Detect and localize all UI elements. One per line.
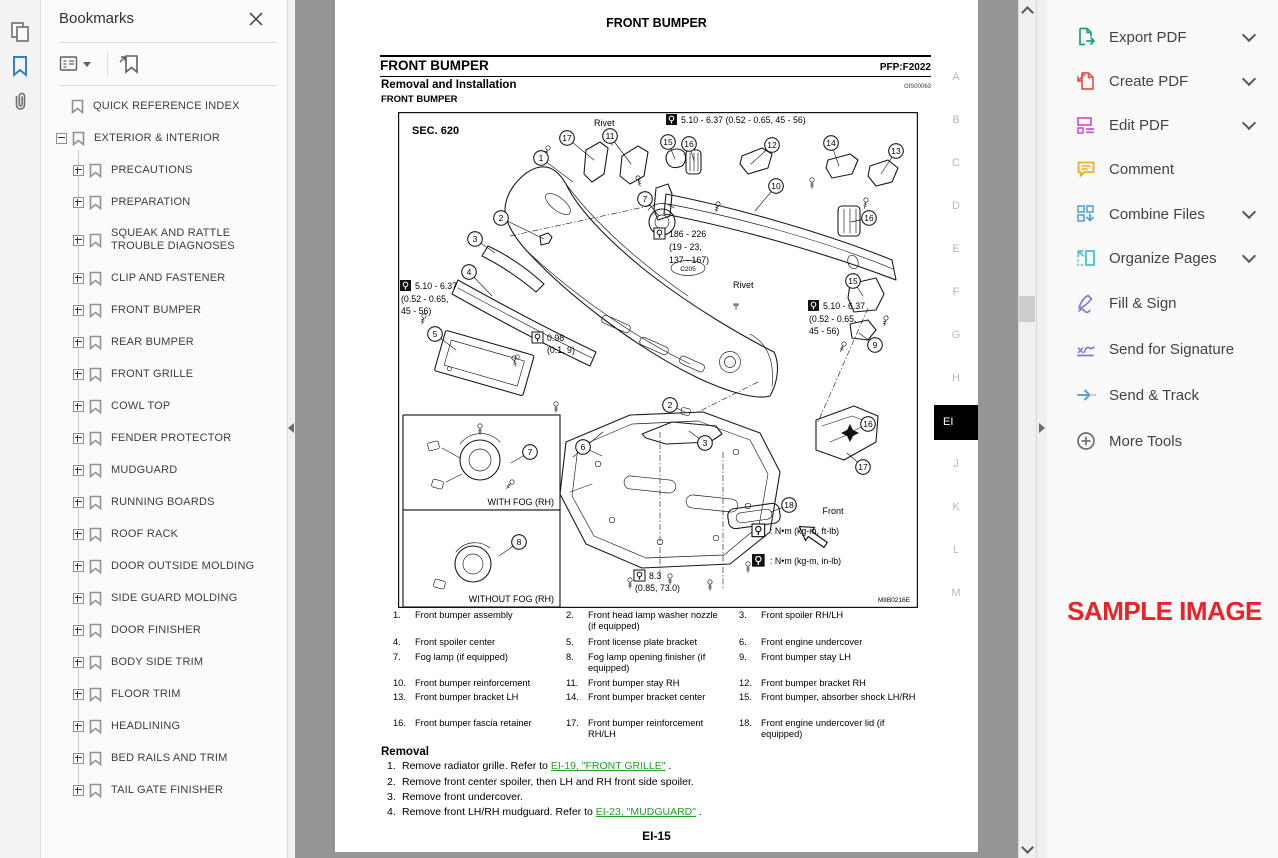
part-label: Front bumper assembly	[415, 610, 513, 620]
bookmark-item[interactable]	[41, 186, 287, 218]
section-tab-f[interactable]: F	[952, 286, 960, 298]
sec-label: SEC. 620	[412, 125, 460, 137]
chevron-down-icon[interactable]	[1242, 28, 1256, 42]
bookmark-label: ROOF RACK	[111, 527, 179, 540]
svg-text:(19 - 23,: (19 - 23,	[669, 242, 702, 252]
collapse-left-arrow-icon[interactable]	[288, 423, 294, 433]
svg-text:: N•m (kg-m, ft-lb): : N•m (kg-m, ft-lb)	[770, 526, 840, 536]
bookmark-item[interactable]	[41, 614, 287, 646]
expand-box-icon[interactable]	[73, 785, 84, 796]
bookmark-item[interactable]	[41, 218, 287, 262]
fog-lamp-inset-with	[403, 415, 560, 510]
tool-label: More Tools	[1109, 432, 1183, 450]
bookmark-item[interactable]	[41, 90, 287, 122]
divider	[380, 76, 931, 77]
svg-text:5.10 - 6.37: 5.10 - 6.37	[823, 301, 866, 311]
svg-text:16: 16	[864, 213, 874, 223]
bookmarks-toolbar	[59, 48, 148, 80]
send-for-signature-icon	[1075, 338, 1097, 360]
part-label: Front bumper fascia retainer	[415, 718, 532, 728]
svg-text:45 - 56): 45 - 56)	[809, 326, 840, 336]
bookmarks-panel-title: Bookmarks	[59, 10, 135, 27]
part-label: Front bumper bracket LH	[415, 692, 519, 702]
part-label: Fog lamp (if equipped)	[415, 652, 509, 662]
svg-text:Rivet: Rivet	[594, 118, 615, 128]
bookmark-item[interactable]	[41, 358, 287, 390]
section-tab-e[interactable]: E	[952, 243, 960, 255]
rivet-label	[594, 118, 615, 128]
svg-text:18: 18	[784, 500, 794, 510]
part-label: Front engine undercover lid (if equipped)	[761, 718, 885, 739]
expand-box-icon[interactable]	[73, 401, 84, 412]
part-label: Front spoiler center	[415, 637, 496, 647]
removal-heading: Removal	[381, 746, 429, 758]
bookmark-label: DOOR FINISHER	[111, 623, 201, 636]
parts-list-row: 13. Front bumper bracket LH 14. Front bumper bracket center 15. Front bumper, absorber shock LH/RH	[393, 692, 933, 703]
tool-label: Organize Pages	[1109, 249, 1217, 267]
attachments-icon[interactable]	[8, 90, 32, 114]
svg-text:(0.1, 9): (0.1, 9)	[547, 345, 575, 355]
section-tab-g[interactable]: G	[951, 329, 961, 341]
link-mudguard[interactable]: EI-23, "MUDGUARD"	[595, 806, 696, 818]
bookmark-label: FLOOR TRIM	[111, 687, 181, 700]
svg-text:5.10 - 6.37: 5.10 - 6.37	[415, 281, 458, 291]
expand-box-icon[interactable]	[73, 529, 84, 540]
figure-code: MIIB0216E	[877, 597, 910, 604]
collapse-box-icon[interactable]	[56, 133, 67, 144]
scrollbar-thumb[interactable]	[1019, 296, 1035, 322]
expand-box-icon[interactable]	[73, 369, 84, 380]
svg-text:137 - 167): 137 - 167)	[669, 255, 710, 265]
bookmark-item[interactable]	[41, 678, 287, 710]
bookmark-item[interactable]	[41, 774, 287, 806]
svg-text:(0.52 - 0.65,: (0.52 - 0.65,	[809, 314, 857, 324]
expand-box-icon[interactable]	[73, 593, 84, 604]
tool-export-pdf[interactable]	[1047, 15, 1278, 59]
part-label: Front bumper, absorber shock LH/RH	[761, 692, 916, 702]
fill-sign-icon	[1075, 292, 1097, 314]
svg-text:C205: C205	[680, 266, 696, 273]
bookmark-item[interactable]	[41, 486, 287, 518]
section-tab-j[interactable]: J	[953, 458, 959, 470]
subsection-title: Removal and Installation	[381, 79, 517, 91]
part-label: Front bumper bracket center	[588, 692, 706, 702]
svg-text:4: 4	[466, 267, 472, 277]
bookmark-label: COWL TOP	[111, 399, 171, 412]
section-tab-h[interactable]: H	[952, 372, 960, 384]
svg-text:7: 7	[527, 447, 533, 457]
expand-box-icon[interactable]	[73, 165, 84, 176]
comment-icon	[1075, 158, 1097, 180]
expand-box-icon[interactable]	[73, 273, 84, 284]
removal-step: 1. Remove radiator grille. Refer to EI-19, "FRONT GRILLE" .	[387, 760, 672, 772]
removal-step: 2. Remove front center spoiler, then LH and RH front side spoiler.	[387, 776, 694, 788]
new-bookmark-icon[interactable]	[118, 52, 142, 76]
bookmark-item[interactable]	[41, 154, 287, 186]
bookmark-item[interactable]	[41, 326, 287, 358]
bookmark-item[interactable]	[41, 646, 287, 678]
svg-text:17: 17	[562, 133, 572, 143]
section-tab-d[interactable]: D	[952, 200, 960, 212]
collapse-right-arrow-icon[interactable]	[1039, 423, 1045, 433]
svg-text:2: 2	[498, 213, 504, 223]
section-title: FRONT BUMPER	[380, 58, 489, 73]
rivet-label	[733, 280, 754, 290]
svg-text:16: 16	[863, 419, 873, 429]
divider	[59, 85, 277, 86]
bookmark-label: DOOR OUTSIDE MOLDING	[111, 559, 255, 572]
pdf-page	[335, 0, 978, 852]
parts-list-row: 4. Front spoiler center 5. Front license plate bracket 6. Front engine undercover	[393, 637, 933, 648]
without-fog-label: WITHOUT FOG (RH)	[468, 594, 554, 604]
expand-box-icon[interactable]	[73, 689, 84, 700]
expand-box-icon[interactable]	[73, 721, 84, 732]
section-tab-m[interactable]: M	[951, 587, 961, 599]
bookmark-item[interactable]	[41, 422, 287, 454]
section-tab-c[interactable]: C	[952, 157, 960, 169]
tool-label: Fill & Sign	[1109, 294, 1177, 312]
expand-box-icon[interactable]	[73, 465, 84, 476]
tool-comment[interactable]	[1047, 147, 1278, 191]
bookmark-item[interactable]	[41, 710, 287, 742]
divider	[59, 42, 277, 43]
tool-label: Send for Signature	[1109, 340, 1235, 358]
tool-label: Export PDF	[1109, 28, 1187, 46]
part-label: Front bumper bracket RH	[761, 678, 866, 688]
bookmark-label: HEADLINING	[111, 719, 181, 732]
tool-label: Send & Track	[1109, 386, 1200, 404]
svg-text:15: 15	[663, 137, 673, 147]
bookmark-item[interactable]	[41, 390, 287, 422]
doc-code: GIS00063	[903, 84, 931, 90]
section-tab-k[interactable]: K	[952, 501, 960, 513]
tool-fill-sign[interactable]	[1047, 281, 1278, 325]
expand-box-icon[interactable]	[73, 625, 84, 636]
svg-text:5: 5	[432, 329, 438, 339]
svg-text:17: 17	[858, 462, 868, 472]
bookmark-item[interactable]	[41, 454, 287, 486]
bookmark-label: PREPARATION	[111, 195, 191, 208]
bookmark-label: SIDE GUARD MOLDING	[111, 591, 238, 604]
page-thumbnails-icon[interactable]	[8, 20, 32, 44]
expand-box-icon[interactable]	[73, 561, 84, 572]
svg-text:16: 16	[684, 139, 694, 149]
bookmark-item[interactable]	[41, 742, 287, 774]
svg-text:3: 3	[702, 438, 708, 448]
svg-text:12: 12	[767, 140, 777, 150]
section-heading-row	[380, 58, 931, 73]
tool-send-for-signature[interactable]	[1047, 327, 1278, 371]
bookmark-label: BED RAILS AND TRIM	[111, 751, 228, 764]
torque-label-top	[666, 114, 806, 125]
page-number: EI-15	[642, 829, 671, 843]
exploded-view-figure	[398, 112, 918, 608]
svg-text:45 - 56): 45 - 56)	[401, 306, 432, 316]
bookmark-label: TAIL GATE FINISHER	[111, 783, 224, 796]
bookmark-item[interactable]	[41, 518, 287, 550]
tool-combine-files[interactable]	[1047, 192, 1278, 236]
tool-label: Edit PDF	[1109, 116, 1170, 134]
section-tab-l[interactable]: L	[952, 544, 960, 556]
expand-box-icon[interactable]	[73, 753, 84, 764]
svg-text:8.3: 8.3	[649, 571, 662, 581]
part-label: Front bumper reinforcement	[415, 678, 531, 688]
bookmarks-list	[41, 90, 287, 806]
bookmark-label: EXTERIOR & INTERIOR	[94, 131, 221, 144]
svg-text:0.98: 0.98	[547, 333, 565, 343]
edit-pdf-icon	[1075, 114, 1097, 136]
part-label: Front bumper stay RH	[588, 678, 680, 688]
left-icon-rail	[0, 0, 41, 858]
send-track-icon	[1075, 384, 1097, 406]
bookmark-label: SQUEAK AND RATTLE TROUBLE DIAGNOSES	[111, 227, 235, 252]
close-icon[interactable]	[247, 10, 265, 28]
bookmark-label: CLIP AND FASTENER	[111, 271, 226, 284]
svg-text:186 - 226: 186 - 226	[669, 229, 707, 239]
divider	[107, 51, 108, 77]
expand-box-icon[interactable]	[73, 433, 84, 444]
document-viewport[interactable]	[295, 0, 1018, 858]
svg-text:1: 1	[538, 153, 544, 163]
removal-step: 4. Remove front LH/RH mudguard. Refer to EI-23, "MUDGUARD" .	[387, 806, 702, 818]
section-tab-ei-active[interactable]: EI	[934, 405, 978, 440]
svg-text:5.10 - 6.37 (0.52 - 0.65, 45 -: 5.10 - 6.37 (0.52 - 0.65, 45 - 56)	[681, 115, 806, 125]
tool-create-pdf[interactable]	[1047, 59, 1278, 103]
expand-box-icon[interactable]	[73, 197, 84, 208]
bookmarks-panel	[41, 0, 287, 858]
svg-text:2: 2	[667, 400, 673, 410]
divider	[380, 55, 931, 57]
part-label: Front license plate bracket	[588, 637, 698, 647]
svg-text:14: 14	[826, 138, 836, 148]
parts-list-row: 7. Fog lamp (if equipped) 8. Fog lamp opening finisher (if equipped) 9. Front bumper stay LH	[393, 652, 933, 674]
vertical-scrollbar[interactable]	[1018, 0, 1037, 858]
more-tools-icon	[1075, 430, 1097, 452]
tools-panel	[1047, 0, 1278, 858]
bookmark-label: MUDGUARD	[111, 463, 178, 476]
running-header: FRONT BUMPER	[606, 16, 707, 30]
svg-text:8: 8	[516, 537, 522, 547]
organize-pages-icon	[1075, 247, 1097, 269]
bookmark-label: QUICK REFERENCE INDEX	[93, 99, 240, 112]
svg-text:Rivet: Rivet	[733, 280, 754, 290]
tool-organize-pages[interactable]	[1047, 236, 1278, 280]
part-label: Front spoiler RH/LH	[761, 610, 844, 620]
expand-box-icon[interactable]	[73, 305, 84, 316]
chevron-down-icon	[83, 62, 91, 67]
svg-text:6: 6	[580, 442, 586, 452]
bookmark-label: FRONT BUMPER	[111, 303, 202, 316]
expand-box-icon[interactable]	[73, 235, 84, 246]
link-front-grille[interactable]: EI-19, "FRONT GRILLE"	[550, 760, 666, 772]
svg-text:11: 11	[605, 131, 615, 141]
chevron-down-icon[interactable]	[1242, 116, 1256, 130]
parts-list-row: 1. Front bumper assembly 2. Front head lamp washer nozzle (if equipped) 3. Front spoiler RH/LH	[393, 610, 933, 632]
bookmark-item[interactable]	[41, 582, 287, 614]
part-label: Front head lamp washer nozzle (if equipped)	[588, 610, 718, 631]
tool-send-track[interactable]	[1047, 373, 1278, 417]
svg-text:3: 3	[472, 234, 478, 244]
bookmark-item[interactable]	[41, 262, 287, 294]
bookmark-label: PRECAUTIONS	[111, 163, 193, 176]
chevron-down-icon[interactable]	[1242, 72, 1256, 86]
bookmark-item[interactable]	[41, 550, 287, 582]
export-pdf-icon	[1075, 26, 1097, 48]
part-label: Fog lamp opening finisher (if equipped)	[588, 652, 706, 673]
bookmark-label: REAR BUMPER	[111, 335, 194, 348]
bookmark-item[interactable]	[41, 122, 287, 154]
part-label: Front bumper stay LH	[761, 652, 851, 662]
svg-text:9: 9	[872, 340, 878, 350]
chevron-down-icon[interactable]	[1242, 249, 1256, 263]
bookmark-item[interactable]	[41, 294, 287, 326]
parts-list-row: 16. Front bumper fascia retainer 17. Front bumper reinforcement RH/LH 18. Front engine undercover lid (if equipped)	[393, 718, 933, 740]
svg-text:13: 13	[891, 146, 901, 156]
expand-box-icon[interactable]	[73, 497, 84, 508]
part-label: Front engine undercover	[761, 637, 863, 647]
create-pdf-icon	[1075, 70, 1097, 92]
bookmark-options-icon[interactable]	[59, 55, 91, 73]
tool-label: Create PDF	[1109, 72, 1189, 90]
bookmarks-panel-icon[interactable]	[8, 54, 32, 78]
chevron-down-icon[interactable]	[1242, 205, 1256, 219]
svg-text:(0.85, 73.0): (0.85, 73.0)	[635, 583, 680, 593]
svg-text:15: 15	[848, 276, 858, 286]
sample-image-watermark: SAMPLE IMAGE	[1067, 596, 1262, 626]
svg-text:(0.52 - 0.65,: (0.52 - 0.65,	[401, 294, 449, 304]
fog-lamp-inset-without	[403, 510, 560, 607]
pfp-code: PFP:F2022	[879, 62, 931, 73]
svg-text:7: 7	[642, 194, 648, 204]
tool-edit-pdf[interactable]	[1047, 103, 1278, 147]
tool-more-tools[interactable]	[1047, 419, 1278, 463]
bookmark-label: BODY SIDE TRIM	[111, 655, 204, 668]
expand-box-icon[interactable]	[73, 657, 84, 668]
svg-text:Front: Front	[822, 506, 844, 516]
svg-text:: N•m (kg-m, in-lb): : N•m (kg-m, in-lb)	[770, 556, 842, 566]
removal-step: 3. Remove front undercover.	[387, 791, 523, 803]
sub-subsection-title: FRONT BUMPER	[381, 94, 458, 105]
with-fog-label: WITH FOG (RH)	[487, 497, 554, 507]
tool-label: Combine Files	[1109, 205, 1205, 223]
expand-box-icon[interactable]	[73, 337, 84, 348]
bookmark-label: FENDER PROTECTOR	[111, 431, 232, 444]
bookmark-label: FRONT GRILLE	[111, 367, 194, 380]
section-tab-a[interactable]: A	[952, 71, 960, 83]
part-label: Front bumper reinforcement RH/LH	[588, 718, 704, 739]
section-tab-b[interactable]: B	[952, 114, 960, 126]
tool-label: Comment	[1109, 160, 1175, 178]
combine-files-icon	[1075, 203, 1097, 225]
legend-ftlb	[752, 524, 839, 537]
parts-list-row: 10. Front bumper reinforcement 11. Front bumper stay RH 12. Front bumper bracket RH	[393, 678, 933, 689]
bookmark-label: RUNNING BOARDS	[111, 495, 215, 508]
svg-text:10: 10	[771, 181, 781, 191]
